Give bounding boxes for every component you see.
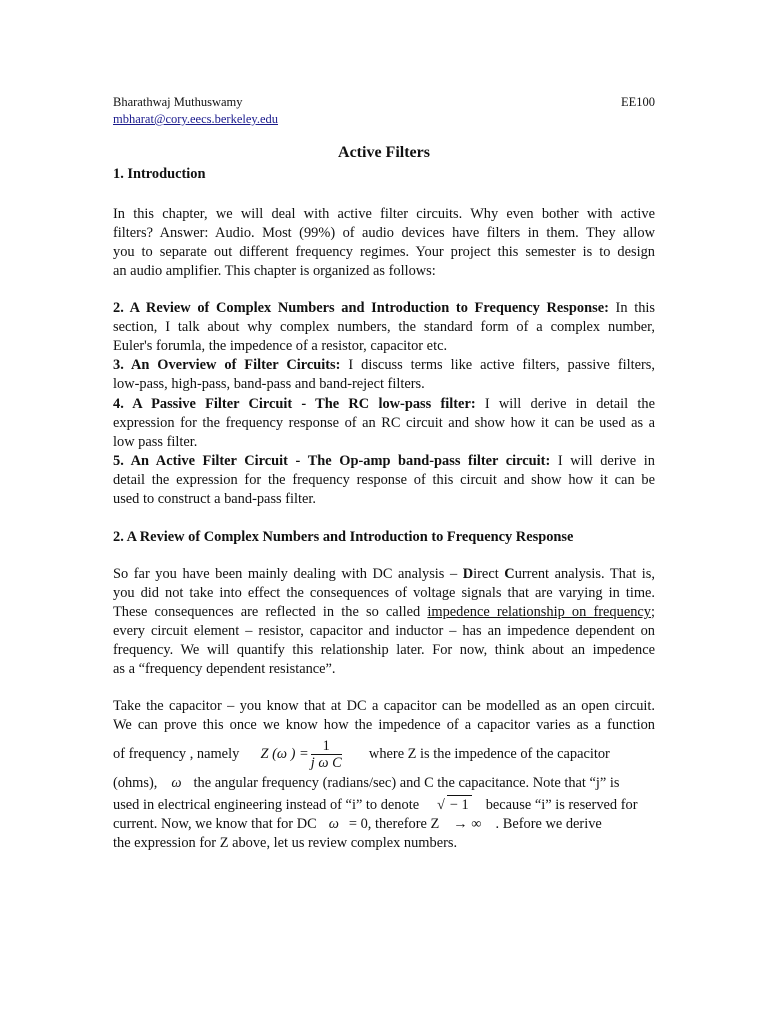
impedance-fraction bbox=[311, 738, 342, 771]
impedance-equation-left: Z (ω ) = bbox=[260, 746, 309, 762]
outline-item-2-label: 2. A Review of Complex Numbers and Introduction to Frequency Response: bbox=[113, 300, 609, 316]
sqrt-minus-one: − 1 bbox=[447, 795, 472, 815]
outline-item-4-tail: I will derive in detail the bbox=[475, 396, 655, 412]
text-run: These consequences are reflected in the so called bbox=[113, 604, 428, 620]
outline-item-2-line-3: Euler's forumla, the impedence of a resistor, capacitor etc. bbox=[113, 338, 448, 354]
text-run: used in electrical engineering instead of “i” to denote bbox=[113, 797, 420, 813]
text-run-bold: D bbox=[462, 566, 474, 582]
section-2-p1-line-3 bbox=[113, 603, 655, 622]
text-run: So far you have been mainly dealing with DC analysis – bbox=[113, 566, 463, 582]
text-run: = 0, therefore Z bbox=[348, 816, 440, 832]
outline-item-3 bbox=[113, 356, 655, 375]
section-2-p1-line-6: as a “frequency dependent resistance”. bbox=[113, 661, 336, 677]
course-code: EE100 bbox=[620, 95, 655, 109]
outline-item-4-label: 4. A Passive Filter Circuit - The RC low-pass filter: bbox=[113, 396, 476, 412]
outline-item-4 bbox=[113, 395, 655, 414]
section-2-p1-line-1 bbox=[113, 565, 655, 584]
outline-item-4-line-2: expression for the frequency response of an RC circuit and show how it can be used as a bbox=[113, 415, 655, 431]
author-name: Bharathwaj Muthuswamy bbox=[113, 95, 243, 109]
text-run-bold: C bbox=[504, 566, 515, 582]
section-2-p1-line-2: you did not take into effect the consequences of voltage signals that are varying in time. bbox=[113, 585, 655, 601]
text-run: of frequency , namely bbox=[113, 746, 240, 762]
outline-item-4-line-3: low pass filter. bbox=[113, 434, 198, 450]
omega-symbol: ω bbox=[328, 816, 339, 832]
text-run: because “i” is reserved for bbox=[485, 797, 638, 813]
text-run: the angular frequency (radians/sec) and C the capacitance. Note that “j” is bbox=[193, 775, 620, 791]
intro-line-4: an audio amplifier. This chapter is organized as follows: bbox=[113, 263, 436, 279]
section-2-p2-line-7: the expression for Z above, let us review complex numbers. bbox=[113, 835, 458, 851]
section-2-p1-line-4: every circuit element – resistor, capacitor and inductor – has an impedence dependent on bbox=[113, 623, 655, 639]
outline-item-5-line-2: detail the expression for the frequency response of this circuit and show how it can be bbox=[113, 472, 655, 488]
text-run: . Before we derive bbox=[495, 816, 602, 832]
page-title: Active Filters bbox=[338, 144, 430, 161]
outline-item-5 bbox=[113, 452, 655, 471]
omega-symbol: ω bbox=[171, 775, 182, 791]
author-email-link[interactable]: mbharat@cory.eecs.berkeley.edu bbox=[113, 112, 279, 126]
outline-item-2-tail: In this bbox=[608, 300, 655, 316]
section-2-p2-line-3 bbox=[113, 736, 655, 772]
intro-heading: 1. Introduction bbox=[113, 166, 206, 182]
text-run: current. Now, we know that for DC bbox=[113, 816, 317, 832]
outline-item-2 bbox=[113, 299, 655, 318]
section-2-p2-line-6 bbox=[113, 815, 655, 834]
fraction-denominator: j ω C bbox=[310, 755, 342, 772]
outline-item-2-line-2: section, I talk about why complex numbers, the standard form of a complex number, bbox=[113, 319, 655, 335]
intro-line-3: you to separate out different frequency regimes. Your project this semester is to design bbox=[113, 244, 655, 260]
outline-item-5-line-3: used to construct a band-pass filter. bbox=[113, 491, 317, 507]
outline-item-3-tail: I discuss terms like active filters, passive filters, bbox=[340, 357, 655, 373]
underlined-term: impedence relationship on frequency bbox=[427, 604, 651, 620]
text-run: where Z is the impedence of the capacitor bbox=[368, 746, 610, 762]
section-2-p2-line-2: We can prove this once we know how the impedence of a capacitor varies as a function bbox=[113, 717, 655, 733]
intro-line-2: filters? Answer: Audio. Most (99%) of audio devices have filters in them. They allow bbox=[113, 225, 655, 241]
fraction-numerator: 1 bbox=[311, 738, 342, 755]
outline-item-5-tail: I will derive in bbox=[550, 453, 655, 469]
text-run: urrent analysis. That is, bbox=[514, 566, 656, 582]
outline-item-3-label: 3. An Overview of Filter Circuits: bbox=[113, 357, 341, 373]
section-2-p2-line-5: used in electrical engineering instead of “i” to denote √ − 1 because “i” is reserved for bbox=[113, 797, 638, 813]
intro-line-1: In this chapter, we will deal with active filter circuits. Why even bother with active bbox=[113, 206, 655, 222]
section-2-p2-line-1: Take the capacitor – you know that at DC a capacitor can be modelled as an open circuit. bbox=[113, 698, 655, 714]
text-run: irect bbox=[473, 566, 505, 582]
tends-to-infinity: → ∞ bbox=[453, 816, 482, 832]
section-2-p2-line-4 bbox=[113, 774, 655, 793]
section-2-heading: 2. A Review of Complex Numbers and Introduction to Frequency Response bbox=[113, 529, 574, 545]
section-2-p1-line-5: frequency. We will quantify this relationship later. For now, think about an impedence bbox=[113, 642, 655, 658]
text-run: ; bbox=[651, 604, 655, 620]
outline-item-3-line-2: low-pass, high-pass, band-pass and band-reject filters. bbox=[113, 376, 425, 392]
text-run: (ohms), bbox=[113, 775, 158, 791]
outline-item-5-label: 5. An Active Filter Circuit - The Op-amp band-pass filter circuit: bbox=[113, 453, 551, 469]
